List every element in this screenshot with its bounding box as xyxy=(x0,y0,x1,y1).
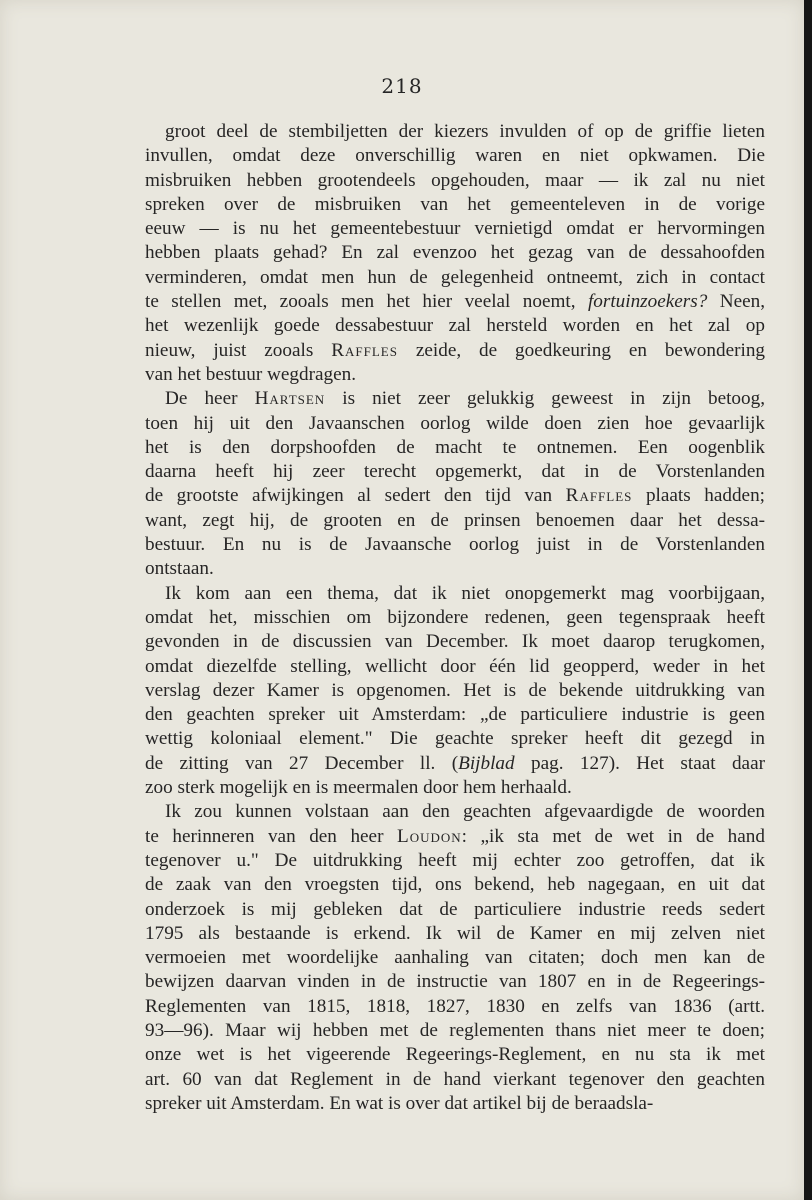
text-run: de zaak van den vroegsten tijd, ons bekend, heb nagegaan, en uit dat xyxy=(145,874,765,896)
text-run: gevonden in de discussien van December. Ik moet daarop terugkomen, xyxy=(145,631,765,653)
text-line xyxy=(145,120,765,144)
text-line xyxy=(145,800,765,824)
text-run: spreken over de misbruiken van het gemeenteleven in de vorige xyxy=(145,193,765,215)
text-line xyxy=(145,387,765,411)
text-run: bewijzen daarvan vinden in de instructie van 1807 en in de Regeerings- xyxy=(145,971,765,993)
text-run: omdat diezelfde stelling, wellicht door één lid geopperd, weder in het xyxy=(145,655,765,677)
text-run: wettig koloniaal element." Die geachte spreker heeft dit gezegd in xyxy=(145,728,765,750)
text-line xyxy=(145,825,765,849)
text-run: het is den dorpshoofden de macht te ontnemen. Een oogenblik xyxy=(145,436,765,458)
text-run: groot deel de stembiljetten der kiezers invulden of op de griffie lieten xyxy=(165,121,765,142)
text-line xyxy=(145,484,765,508)
text-run: vermoeien met woordelijke aanhaling van citaten; doch men kan de xyxy=(145,947,765,969)
small-caps-name: Hartsen xyxy=(254,388,326,410)
text-line xyxy=(145,630,765,654)
text-run: Ik zou kunnen volstaan aan den geachten afgevaardigde de woorden xyxy=(165,801,765,823)
text-run: pag. 127). Het staat daar xyxy=(514,752,765,774)
text-line xyxy=(145,655,765,679)
text-run: Ik kom aan een thema, dat ik niet onopgemerkt mag voorbijgaan, xyxy=(165,582,765,604)
text-run: van het bestuur wegdragen. xyxy=(145,363,356,385)
page-number: 218 xyxy=(381,74,423,98)
text-line xyxy=(145,679,765,703)
text-line xyxy=(145,241,765,265)
text-run: toen hij uit den Javaanschen oorlog wilde doen zien hoe gevaarlijk xyxy=(145,412,765,434)
text-run: 93—96). Maar wij hebben met de reglementen thans niet meer te doen; xyxy=(145,1019,765,1041)
text-run: onze wet is het vigeerende Regeerings-Reglement, en nu sta ik met xyxy=(145,1044,765,1066)
text-run: te herinneren van den heer xyxy=(145,825,397,847)
text-line xyxy=(145,169,765,193)
text-line xyxy=(145,412,765,436)
text-run: bestuur. En nu is de Javaansche oorlog juist in de Vorstenlanden xyxy=(145,534,765,556)
body-text xyxy=(145,120,765,1116)
text-line xyxy=(145,873,765,897)
text-run: verslag dezer Kamer is opgenomen. Het is de bekende uitdrukking van xyxy=(145,679,765,701)
text-line xyxy=(145,144,765,168)
text-line xyxy=(145,970,765,994)
text-line xyxy=(145,1068,765,1092)
text-run: zeide, de goedkeuring en bewondering xyxy=(397,339,766,361)
text-line xyxy=(145,582,765,606)
paragraph xyxy=(145,120,765,387)
text-line xyxy=(145,217,765,241)
text-line xyxy=(145,460,765,484)
text-run: Reglementen van 1815, 1818, 1827, 1830 en zelfs van 1836 (artt. xyxy=(145,995,765,1017)
text-line xyxy=(145,995,765,1019)
text-run: nieuw, juist zooals xyxy=(145,339,332,361)
text-line xyxy=(145,703,765,727)
text-run: invullen, omdat deze onverschillig waren en niet opkwamen. Die xyxy=(145,145,765,167)
text-line xyxy=(145,922,765,946)
small-caps-name: Raffles xyxy=(331,339,398,361)
text-run: zoo sterk mogelijk en is meermalen door hem herhaald. xyxy=(145,777,572,799)
text-run: misbruiken hebben grootendeels opgehouden, maar — ik zal nu niet xyxy=(145,169,765,191)
text-line xyxy=(145,898,765,922)
italic-text: fortuinzoekers? xyxy=(587,291,708,313)
text-line xyxy=(145,193,765,217)
text-line xyxy=(145,509,765,533)
text-line xyxy=(145,290,765,314)
text-run: hebben plaats gehad? En zal evenzoo het gezag van de dessahoofden xyxy=(145,242,765,264)
small-caps-name: Loudon xyxy=(397,825,462,847)
text-run: art. 60 van dat Reglement in de hand vierkant tegenover den geachten xyxy=(145,1068,765,1090)
paragraph xyxy=(145,800,765,1116)
text-run: : „ik sta met de wet in de hand xyxy=(461,825,765,847)
text-line xyxy=(145,727,765,751)
text-line xyxy=(145,339,765,363)
text-line xyxy=(145,776,765,800)
scan-edge xyxy=(804,0,812,1200)
text-line xyxy=(145,436,765,460)
text-run: den geachten spreker uit Amsterdam: „de particuliere industrie is geen xyxy=(145,704,765,726)
text-line xyxy=(145,533,765,557)
text-run: omdat het, misschien om bijzondere redenen, geen tegenspraak heeft xyxy=(145,606,765,628)
text-run: spreker uit Amsterdam. En wat is over dat artikel bij de beraadsla- xyxy=(145,1092,654,1114)
text-run: De heer xyxy=(165,388,255,410)
text-line xyxy=(145,1019,765,1043)
paragraph xyxy=(145,387,765,581)
text-line xyxy=(145,557,765,581)
text-line xyxy=(145,363,765,387)
text-line xyxy=(145,606,765,630)
text-run: tegenover u." De uitdrukking heeft mij echter zoo getroffen, dat ik xyxy=(145,849,765,871)
italic-text: Bijblad xyxy=(458,752,515,774)
text-run: daarna heeft hij zeer terecht opgemerkt, dat in de Vorstenlanden xyxy=(145,461,765,483)
text-line xyxy=(145,752,765,776)
paragraph xyxy=(145,582,765,801)
text-run: 1795 als bestaande is erkend. Ik wil de Kamer en mij zelven niet xyxy=(145,922,765,944)
text-run: de grootste afwijkingen al sedert den tijd van xyxy=(145,485,566,507)
text-run: eeuw — is nu het gemeentebestuur vernietigd omdat er hervormingen xyxy=(145,218,765,240)
text-run: onderzoek is mij gebleken dat de particuliere industrie reeds sedert xyxy=(145,898,765,920)
text-line xyxy=(145,314,765,338)
text-run: ontstaan. xyxy=(145,558,214,580)
small-caps-name: Raffles xyxy=(565,485,633,507)
text-run: want, zegt hij, de grooten en de prinsen benoemen daar het dessa- xyxy=(145,509,765,531)
text-line xyxy=(145,946,765,970)
text-run: is niet zeer gelukkig geweest in zijn betoog, xyxy=(325,388,766,410)
text-run: plaats hadden; xyxy=(632,485,766,507)
text-run: te stellen met, zooals men het hier veelal noemt, xyxy=(145,291,588,313)
text-run: verminderen, omdat men hun de gelegenheid ontneemt, zich in contact xyxy=(145,266,765,288)
text-run: de zitting van 27 December ll. ( xyxy=(145,752,459,774)
text-line xyxy=(145,266,765,290)
text-line xyxy=(145,1043,765,1067)
text-run: Neen, xyxy=(707,291,766,313)
text-run: het wezenlijk goede dessabestuur zal hersteld worden en het zal op xyxy=(145,315,765,337)
text-line xyxy=(145,849,765,873)
text-line xyxy=(145,1092,765,1116)
